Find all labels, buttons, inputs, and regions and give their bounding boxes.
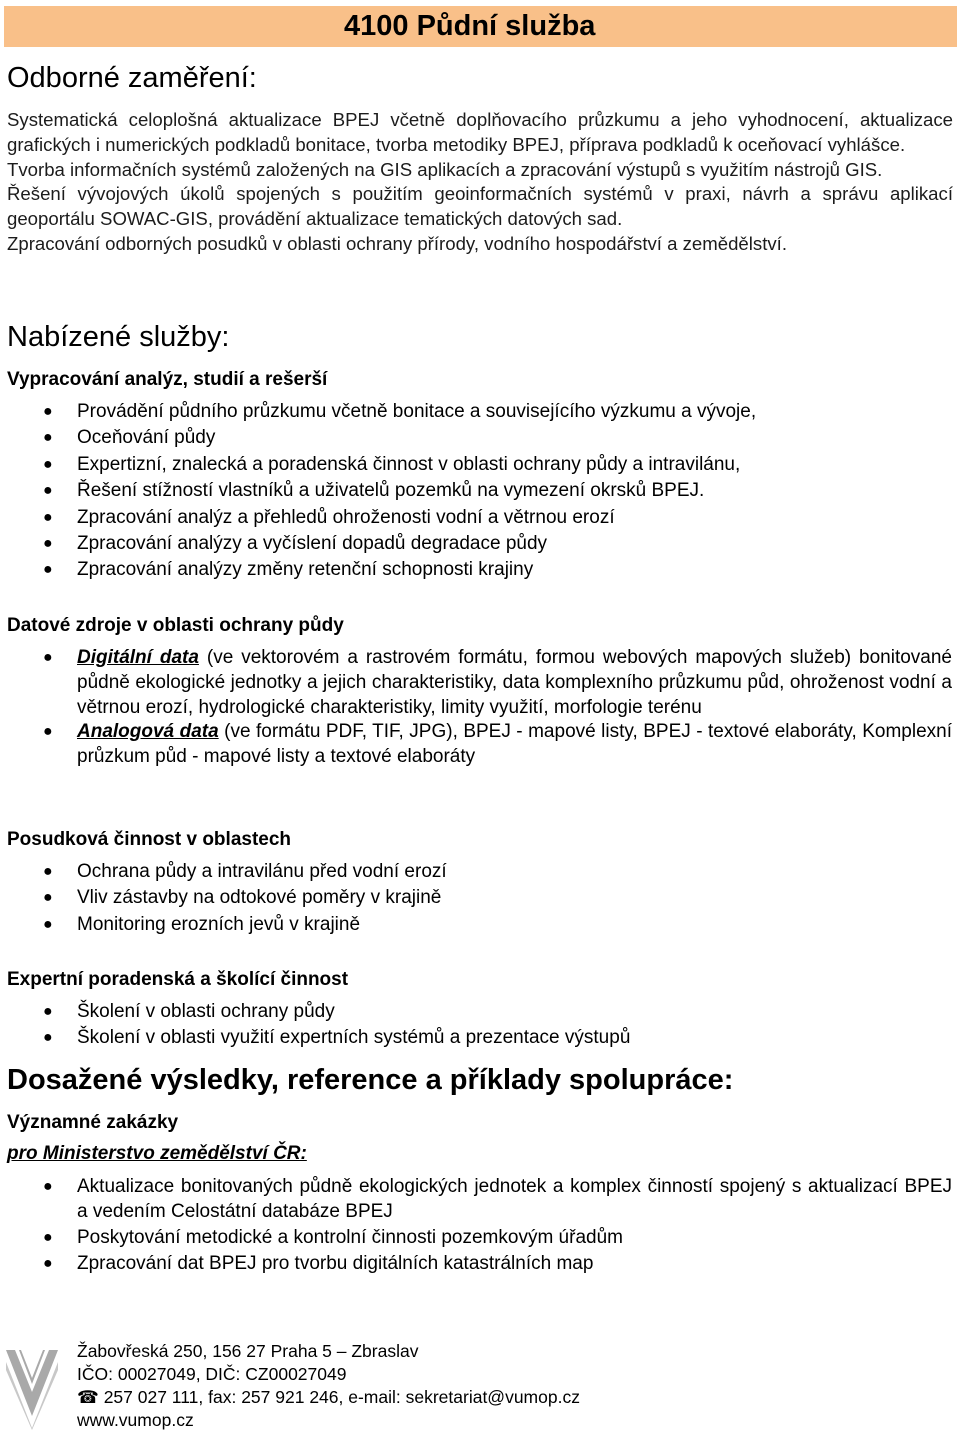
phone-icon: ☎	[77, 1387, 99, 1407]
focus-paragraph: Systematická celoplošná aktualizace BPEJ včetně doplňovacího průzkumu a jeho vyhodnocení, aktualizace grafických i numerických podkladů bonitace, tvorba metodiky BPEJ, příprava podkladů k oceňovací vyhlášce.	[7, 109, 953, 155]
list-item: ● Expertizní, znalecká a poradenská činnost v oblasti ochrany půdy a intravilánu,	[0, 452, 956, 478]
results-list	[0, 1175, 956, 1277]
list-item: ● Zpracování analýzy změny retenční schopnosti krajiny	[0, 557, 956, 583]
bullet-icon: ●	[43, 1003, 53, 1020]
bullet-icon: ●	[43, 1029, 53, 1047]
list-item: ● Digitální data (ve vektorovém a rastrovém formátu, formou webových mapových služeb) bonitované půdně ekologické jednotky a jejich charakteristiky, data komplexního průzkumu půd, ohroženost vodní a větrnou erozí, hydrologické charakteristiky, limity využití, morfologie terénu	[43, 647, 952, 718]
analyses-heading: Vypracování analýz, studií a rešerší	[7, 369, 328, 390]
list-item: ● Oceňování půdy	[0, 425, 956, 451]
assessment-list	[0, 859, 956, 938]
list-item: ● Provádění půdního průzkumu včetně bonitace a souvisejícího výzkumu a vývoje,	[0, 399, 956, 425]
bullet-icon: ●	[43, 1178, 53, 1195]
list-item: ● Zpracování dat BPEJ pro tvorbu digitálních katastrálních map	[0, 1252, 956, 1277]
vumop-logo-icon	[6, 1348, 58, 1430]
list-item: ● Školení v oblasti využití expertních systémů a prezentace výstupů	[0, 1025, 956, 1051]
training-heading: Expertní poradenská a školící činnost	[7, 969, 349, 990]
list-item: ● Aktualizace bonitovaných půdně ekologických jednotek a komplex činností spojený s aktualizací BPEJ a vedením Celostátní databáze BPEJ	[43, 1176, 952, 1222]
services-heading: Nabízené služby:	[7, 321, 230, 353]
list-item: ● Zpracování analýz a přehledů ohroženosti vodní a větrnou erozí	[0, 505, 956, 531]
bullet-icon: ●	[43, 561, 53, 579]
results-heading: Dosažené výsledky, reference a příklady spolupráce:	[7, 1064, 734, 1096]
list-item: ● Školení v oblasti ochrany půdy	[0, 999, 956, 1025]
footer-address: Žabovřeská 250, 156 27 Praha 5 – Zbraslav	[77, 1341, 419, 1361]
list-item: ● Analogová data (ve formátu PDF, TIF, JPG), BPEJ - mapové listy, BPEJ - textové elaboráty, Komplexní průzkum půd - mapové listy a textové elaboráty	[43, 721, 952, 768]
header-bar	[4, 6, 957, 47]
client-heading: pro Ministerstvo zemědělství ČR:	[7, 1143, 307, 1164]
training-list	[0, 999, 956, 1052]
footer-contact: ☎ 257 027 111, fax: 257 921 246, e-mail: sekretariat@vumop.cz	[77, 1387, 580, 1407]
analog-data-label: Analogová data	[77, 721, 219, 743]
bullet-icon: ●	[43, 1255, 53, 1273]
page-title: 4100 Půdní služba	[344, 10, 596, 42]
bullet-icon: ●	[43, 649, 53, 666]
list-item: ● Monitoring erozních jevů v krajině	[0, 912, 956, 938]
digital-data-label: Digitální data	[77, 647, 199, 668]
list-item: ● Vliv zástavby na odtokové poměry v krajině	[0, 885, 956, 911]
bullet-icon: ●	[43, 508, 53, 526]
analyses-list	[0, 399, 956, 584]
bullet-icon: ●	[43, 482, 53, 500]
results-subheading: Významné zakázky	[7, 1112, 179, 1133]
bullet-icon: ●	[43, 723, 53, 741]
bullet-icon: ●	[43, 889, 53, 907]
focus-heading: Odborné zaměření:	[7, 62, 257, 94]
footer-ids: IČO: 00027049, DIČ: CZ00027049	[77, 1364, 347, 1384]
bullet-icon: ●	[43, 863, 53, 880]
list-item: ● Zpracování analýzy a vyčíslení dopadů degradace půdy	[0, 531, 956, 557]
bullet-icon: ●	[43, 455, 53, 473]
focus-paragraph: Tvorba informačních systémů založených na GIS aplikacích a zpracování výstupů s využitím nástrojů GIS.	[7, 158, 883, 180]
data-sources-list	[0, 646, 956, 770]
assessment-heading: Posudková činnost v oblastech	[7, 829, 292, 850]
focus-paragraph: Zpracování odborných posudků v oblasti ochrany přírody, vodního hospodářství a zemědělství.	[7, 232, 787, 254]
footer	[77, 1340, 580, 1432]
list-item: ● Poskytování metodické a kontrolní činnosti pozemkovým úřadům	[0, 1226, 956, 1251]
bullet-icon: ●	[43, 429, 53, 447]
data-sources-heading: Datové zdroje v oblasti ochrany půdy	[7, 615, 344, 636]
list-item: ● Řešení stížností vlastníků a uživatelů pozemků na vymezení okrsků BPEJ.	[0, 478, 956, 504]
footer-web-link[interactable]: www.vumop.cz	[77, 1410, 194, 1430]
bullet-icon: ●	[43, 535, 53, 553]
bullet-icon: ●	[43, 915, 53, 933]
list-item: ● Ochrana půdy a intravilánu před vodní erozí	[0, 859, 956, 885]
bullet-icon: ●	[43, 403, 53, 420]
focus-text	[7, 108, 953, 257]
bullet-icon: ●	[43, 1228, 53, 1246]
focus-paragraph: Řešení vývojových úkolů spojených s použitím geoinformačních systémů v praxi, návrh a správu aplikací geoportálu SOWAC-GIS, provádění aktualizace tematických datových sad.	[7, 183, 953, 230]
